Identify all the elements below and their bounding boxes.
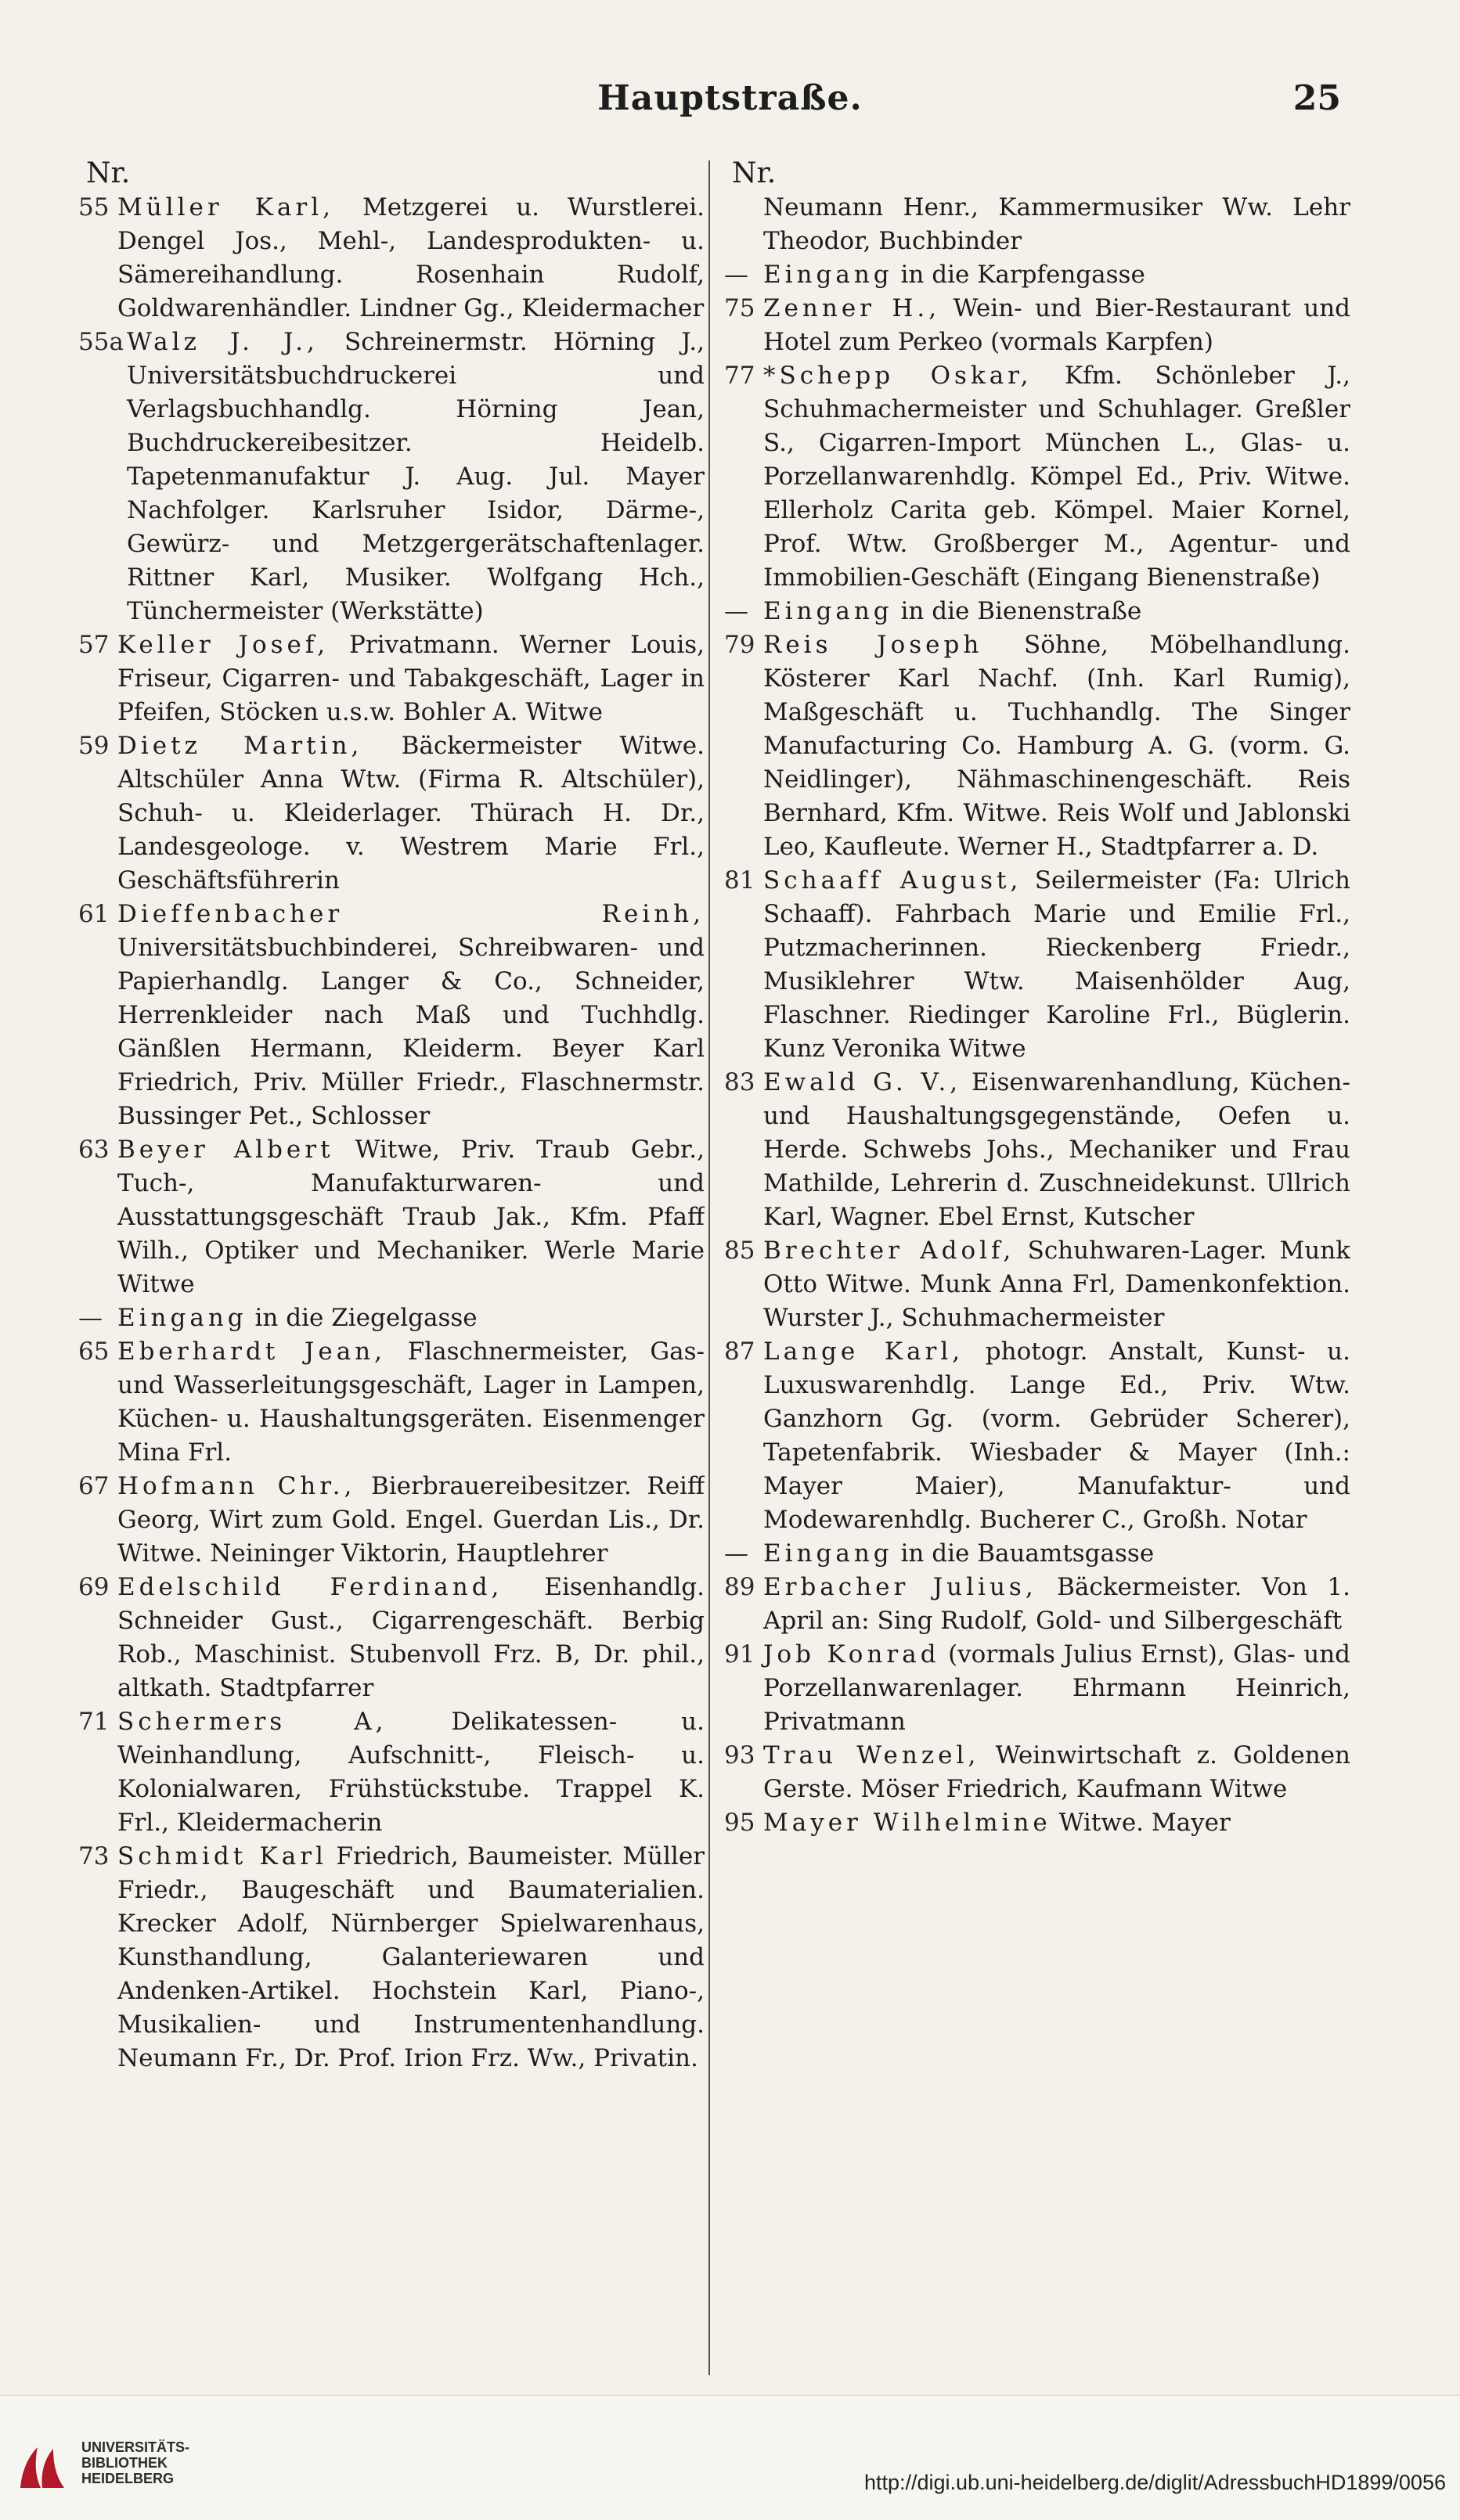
entry-text: Metzgerei u. Wurstlerei. Dengel Jos., Mehl-, Landesprodukten- u. Sämereihandlung. Rosenhain Rudolf, Goldwarenhändler. Lindner Gg., Kleidermacher	[117, 193, 705, 322]
page-number: 25	[1292, 78, 1341, 118]
column-divider	[708, 160, 710, 2375]
directory-entry	[724, 191, 1350, 258]
directory-entry	[724, 628, 1350, 864]
entry-lead-name: Erbacher Julius,	[763, 1573, 1037, 1601]
entry-lead-name: Brechter Adolf,	[763, 1237, 1015, 1265]
directory-entry	[78, 191, 705, 326]
entry-lead-name: Eingang	[763, 1539, 893, 1568]
entry-text: Bäckermeister Witwe. Altschüler Anna Wtw. (Firma R. Altschüler), Schuh- u. Kleiderlager. Thürach H. Dr., Landesgeologe. v. Westrem Marie Frl., Geschäftsführerin	[117, 732, 705, 895]
house-number: 91	[724, 1640, 755, 1669]
entry-text: Eisenhandlg. Schneider Gust., Cigarrengeschäft. Berbig Rob., Maschinist. Stubenvoll Frz. B, Dr. phil., altkath. Stadtpfarrer	[117, 1573, 705, 1702]
library-name-line: UNIVERSITÄTS-	[81, 2439, 190, 2455]
entry-text: Witwe. Mayer	[1058, 1809, 1231, 1837]
entry-lead-name: Walz J. J.,	[127, 328, 319, 356]
page-header	[0, 0, 1460, 117]
entry-lead-name: Reis Joseph	[763, 631, 983, 659]
directory-entry	[724, 1234, 1350, 1335]
directory-entry	[78, 1470, 705, 1571]
entry-text: Schreinermstr. Hörning J., Universitätsbuchdruckerei und Verlagsbuchhandlg. Hörning Jean, Buchdruckereibesitzer. Heidelb. Tapetenmanufaktur J. Aug. Jul. Mayer Nachfolger. Karlsruher Isidor, Därme-, Gewürz- und Metzgergerätschaftenlager. Rittner Karl, Musiker. Wolfgang Hch., Tünchermeister (Werkstätte)	[127, 328, 705, 625]
house-number: 93	[724, 1741, 755, 1769]
entry-text: Bierbrauereibesitzer. Reiff Georg, Wirt zum Gold. Engel. Guerdan Lis., Dr. Witwe. Neininger Viktorin, Hauptlehrer	[117, 1472, 705, 1568]
house-number: 67	[78, 1472, 110, 1500]
directory-entry	[78, 326, 705, 628]
entry-text: in die Ziegelgasse	[254, 1304, 478, 1332]
house-number: 55a	[78, 328, 124, 356]
entry-lead-name: Eingang	[117, 1304, 247, 1332]
entry-lead-name: Job Konrad	[763, 1640, 940, 1669]
house-number: 55	[78, 193, 110, 221]
entry-text: Delikatessen- u. Weinhandlung, Aufschnitt-, Fleisch- u. Kolonialwaren, Frühstückstube. Trappel K. Frl., Kleidermacherin	[117, 1708, 705, 1837]
entry-text: Schuhwaren-Lager. Munk Otto Witwe. Munk Anna Frl, Damenkonfektion. Wurster J., Schuhmachermeister	[763, 1237, 1350, 1332]
entry-lead-name: *Schepp Oskar,	[763, 362, 1033, 390]
directory-entry	[724, 292, 1350, 359]
house-number: —	[724, 261, 748, 289]
entry-lead-name: Dieffenbacher Reinh,	[117, 900, 705, 928]
entry-lead-name: Müller Karl,	[117, 193, 334, 221]
entry-text: Seilermeister (Fa: Ulrich Schaaff). Fahrbach Marie und Emilie Frl., Putzmacherinnen. Rieckenberg Friedr., Musiklehrer Wtw. Maisenhölder Aug, Flaschner. Riedinger Karoline Frl., Büglerin. Kunz Veronika Witwe	[763, 866, 1350, 1063]
house-number: —	[724, 1539, 748, 1568]
left-column	[78, 157, 705, 2387]
entry-text: Flaschnermeister, Gas- und Wasserleitungsgeschäft, Lager in Lampen, Küchen- u. Haushaltungsgeräten. Eisenmenger Mina Frl.	[117, 1337, 705, 1467]
entry-text: Eisenwarenhandlung, Küchen- und Haushaltungsgegenstände, Oefen u. Herde. Schwebs Johs., Mechaniker und Frau Mathilde, Lehrerin d. Zuschneidekunst. Ullrich Karl, Wagner. Ebel Ernst, Kutscher	[763, 1068, 1350, 1231]
house-number: 79	[724, 631, 755, 659]
entry-lead-name: Beyer Albert	[117, 1136, 334, 1164]
house-number: 69	[78, 1573, 110, 1601]
entry-lead-name: Hofmann Chr.,	[117, 1472, 356, 1500]
directory-entry	[78, 898, 705, 1133]
house-number: 59	[78, 732, 110, 760]
number-column-label: Nr.	[86, 157, 131, 189]
entry-text: Friedrich, Baumeister. Müller Friedr., Baugeschäft und Baumaterialien. Krecker Adolf, Nürnberger Spielwarenhaus, Kunsthandlung, Galanteriewaren und Andenken-Artikel. Hochstein Karl, Piano-, Musikalien- und Instrumentenhandlung. Neumann Fr., Dr. Prof. Irion Frz. Ww., Privatin.	[117, 1842, 705, 2072]
entry-lead-name: Zenner H.,	[763, 294, 941, 322]
entry-text: (vormals Julius Ernst), Glas- und Porzellanwarenlager. Ehrmann Heinrich, Privatmann	[763, 1640, 1350, 1736]
house-number: 57	[78, 631, 110, 659]
directory-entry	[724, 1571, 1350, 1638]
house-number: 61	[78, 900, 110, 928]
directory-entry	[724, 595, 1350, 628]
directory-entry	[724, 1638, 1350, 1739]
directory-entry	[724, 1806, 1350, 1840]
running-head: Hauptstraße.	[597, 78, 863, 118]
entry-lead-name: Trau Wenzel,	[763, 1741, 980, 1769]
directory-entry	[78, 628, 705, 729]
directory-entry	[78, 1571, 705, 1705]
directory-entry	[724, 1335, 1350, 1537]
entry-lead-name: Dietz Martin,	[117, 732, 363, 760]
directory-entry	[724, 1066, 1350, 1234]
directory-entry	[78, 1335, 705, 1470]
entry-text: in die Bienenstraße	[900, 597, 1142, 625]
directory-entry	[724, 359, 1350, 595]
entry-lead-name: Keller Josef,	[117, 631, 330, 659]
entry-text: Privatmann. Werner Louis, Friseur, Cigarren- und Tabakgeschäft, Lager in Pfeifen, Stöcken u.s.w. Bohler A. Witwe	[117, 631, 705, 726]
house-number: 87	[724, 1337, 755, 1366]
house-number: 85	[724, 1237, 755, 1265]
footer	[0, 2395, 1460, 2520]
library-name-line: HEIDELBERG	[81, 2471, 175, 2486]
directory-entry	[78, 729, 705, 898]
entry-text: Witwe, Priv. Traub Gebr., Tuch-, Manufakturwaren- und Ausstattungsgeschäft Traub Jak., Kfm. Pfaff Wilh., Optiker und Mechaniker. Werle Marie Witwe	[117, 1136, 705, 1298]
source-url[interactable]: http://digi.ub.uni-heidelberg.de/diglit/AdressbuchHD1899/0056	[863, 2471, 1446, 2494]
library-name-line: BIBLIOTHEK	[81, 2455, 168, 2471]
directory-entry	[78, 1705, 705, 1840]
directory-entry	[724, 1537, 1350, 1571]
entry-lead-name: Schmidt Karl	[117, 1842, 327, 1870]
entry-lead-name: Schaaff August,	[763, 866, 1022, 895]
house-number: 89	[724, 1573, 755, 1601]
house-number: 81	[724, 866, 755, 895]
entry-lead-name: Lange Karl,	[763, 1337, 964, 1366]
house-number: 73	[78, 1842, 110, 1870]
entry-text: Neumann Henr., Kammermusiker Ww. Lehr Theodor, Buchbinder	[763, 193, 1350, 255]
right-column	[724, 157, 1350, 2387]
house-number: 65	[78, 1337, 110, 1366]
library-name	[81, 2439, 189, 2486]
house-number: —	[78, 1304, 103, 1332]
directory-entry	[724, 1739, 1350, 1806]
entry-text: in die Karpfengasse	[900, 261, 1145, 289]
directory-entry	[78, 1133, 705, 1301]
entry-text: Kfm. Schönleber J., Schuhmachermeister und Schuhlager. Greßler S., Cigarren-Import München L., Glas- u. Porzellanwarenhdlg. Kömpel Ed., Priv. Witwe. Ellerholz Carita geb. Kömpel. Maier Kornel, Prof. Wtw. Großberger M., Agentur- und Immobilien-Geschäft (Eingang Bienenstraße)	[763, 362, 1350, 592]
entry-text: photogr. Anstalt, Kunst- u. Luxuswarenhdlg. Lange Ed., Priv. Wtw. Ganzhorn Gg. (vorm. Gebrüder Scherer), Tapetenfabrik. Wiesbader & Mayer (Inh.: Mayer Maier), Manufaktur- und Modewarenhdlg. Bucherer C., Großh. Notar	[763, 1337, 1350, 1534]
number-column-label: Nr.	[732, 157, 777, 189]
entry-text: Söhne, Möbelhandlung. Kösterer Karl Nachf. (Inh. Karl Rumig), Maßgeschäft u. Tuchhandlg. The Singer Manufacturing Co. Hamburg A. G. (vorm. G. Neidlinger), Nähmaschinengeschäft. Reis Bernhard, Kfm. Witwe. Reis Wolf und Jablonski Leo, Kaufleute. Werner H., Stadtpfarrer a. D.	[763, 631, 1350, 861]
entry-text: in die Bauamtsgasse	[900, 1539, 1155, 1568]
entry-lead-name: Edelschild Ferdinand,	[117, 1573, 503, 1601]
entry-lead-name: Ewald G. V.,	[763, 1068, 962, 1096]
entry-lead-name: Schermers A,	[117, 1708, 388, 1736]
entry-lead-name: Eingang	[763, 261, 893, 289]
directory-entry	[78, 1840, 705, 2075]
house-number: —	[724, 597, 748, 625]
entry-lead-name: Mayer Wilhelmine	[763, 1809, 1051, 1837]
house-number: 63	[78, 1136, 110, 1164]
house-number: 71	[78, 1708, 110, 1736]
house-number: 95	[724, 1809, 755, 1837]
entry-text: Wein- und Bier-Restaurant und Hotel zum Perkeo (vormals Karpfen)	[763, 294, 1350, 356]
directory-entry	[724, 258, 1350, 292]
house-number: 77	[724, 362, 755, 390]
directory-entry	[724, 864, 1350, 1066]
library-logo-icon	[14, 2439, 70, 2496]
entry-text: Universitätsbuchbinderei, Schreibwaren- und Papierhandlg. Langer & Co., Schneider, Herrenkleider nach Maß und Tuchhdlg. Gänßlen Hermann, Kleiderm. Beyer Karl Friedrich, Priv. Müller Friedr., Flaschnermstr. Bussinger Pet., Schlosser	[117, 934, 705, 1130]
entry-lead-name: Eingang	[763, 597, 893, 625]
house-number: 83	[724, 1068, 755, 1096]
directory-entry	[78, 1301, 705, 1335]
entry-text: Bäckermeister. Von 1. April an: Sing Rudolf, Gold- und Silbergeschäft	[763, 1573, 1350, 1635]
entry-lead-name: Eberhardt Jean,	[117, 1337, 387, 1366]
house-number: 75	[724, 294, 755, 322]
entry-text: Weinwirtschaft z. Goldenen Gerste. Möser Friedrich, Kaufmann Witwe	[763, 1741, 1350, 1803]
